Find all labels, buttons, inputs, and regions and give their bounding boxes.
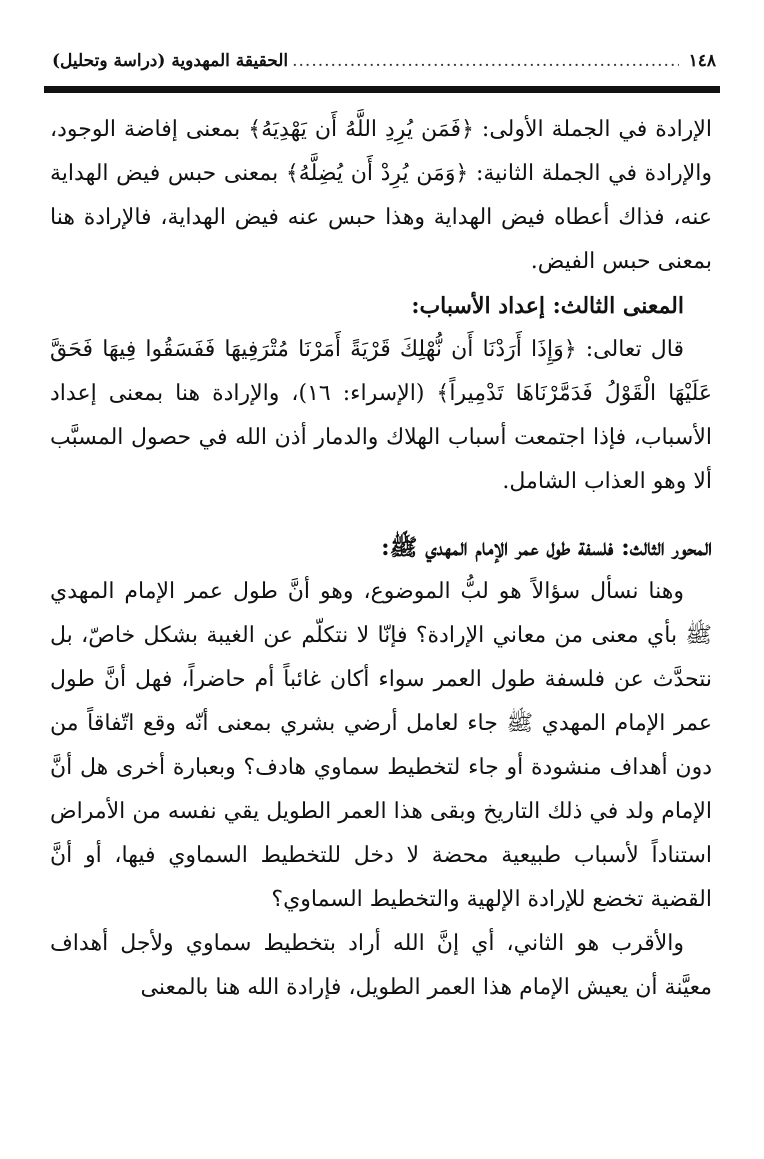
paragraph-first-meaning-cont: الإرادة في الجملة الأولى: ﴿فَمَن يُرِدِ اللَّهُ أَن يَهْدِيَهُ﴾ بمعنى إفاضة الوجود، والإرادة في الجملة الثانية: ﴿وَمَن يُرِدْ أَن يُضِلَّهُ﴾ بمعنى حبس فيض الهداية عنه، فذاك أعطاه فيض الهداية وهذا حبس عنه فيض الهداية، فالإرادة هنا بمعنى حبس الفيض. (50, 117, 713, 274)
header-leader-dots (292, 51, 678, 71)
heading-third-meaning: المعنى الثالث: إعداد الأسباب: (411, 293, 684, 319)
paragraph-answer: والأقرب هو الثاني، أي إنَّ الله أراد بتخطيط سماوي ولأجل أهداف معيَّنة أن يعيش الإمام هذا العمر الطويل، فإرادة الله هنا بالمعنى (50, 931, 712, 1000)
running-header (52, 44, 716, 78)
header-rule (44, 86, 720, 93)
paragraph-quran-isra: قال تعالى: ﴿وَإِذَا أَرَدْنَا أَن نُّهْلِكَ قَرْيَةً أَمَرْنَا مُتْرَفِيهَا فَفَسَقُوا فِيهَا فَحَقَّ عَلَيْهَا الْقَوْلُ فَدَمَّرْنَاهَا تَدْمِيراً﴾ (الإسراء: ١٦)، والإرادة هنا بمعنى إعداد الأسباب، فإذا اجتمعت أسباب الهلاك والدمار أذن الله في حصول المسبَّب ألا وهو العذاب الشامل. (50, 337, 712, 494)
paragraph-question: وهنا نسأل سؤالاً هو لبُّ الموضوع، وهو أنَّ طول عمر الإمام المهدي ﷺ بأي معنى من معاني الإرادة؟ فإنّا لا نتكلّم عن الغيبة بشكل خاصّ، بل نتحدَّث عن فلسفة طول العمر سواء أكان غائباً أم حاضراً، فهل أنَّ طول عمر الإمام المهدي ﷺ جاء لعامل أرضي بشري بمعنى أنّه وقع اتّفاقاً من دون أهداف منشودة أو جاء لتخطيط سماوي هادف؟ وبعبارة أخرى هل أنَّ الإمام ولد في ذلك التاريخ وبقى هذا العمر الطويل يقي نفسه من الأمراض استناداً لأسباب طبيعية محضة لا دخل للتخطيط السماوي فيها، أو أنَّ القضية تخضع للإرادة الإلهية والتخطيط السماوي؟ (50, 579, 712, 912)
book-title: الحقيقة المهدوية (دراسة وتحليل) (52, 51, 289, 71)
page-number: ١٤٨ (688, 51, 716, 71)
heading-third-axis: المحور الثالث: فلسفة طول عمر الإمام المهدي ﷺ: (381, 534, 712, 561)
page-body (50, 108, 712, 1010)
